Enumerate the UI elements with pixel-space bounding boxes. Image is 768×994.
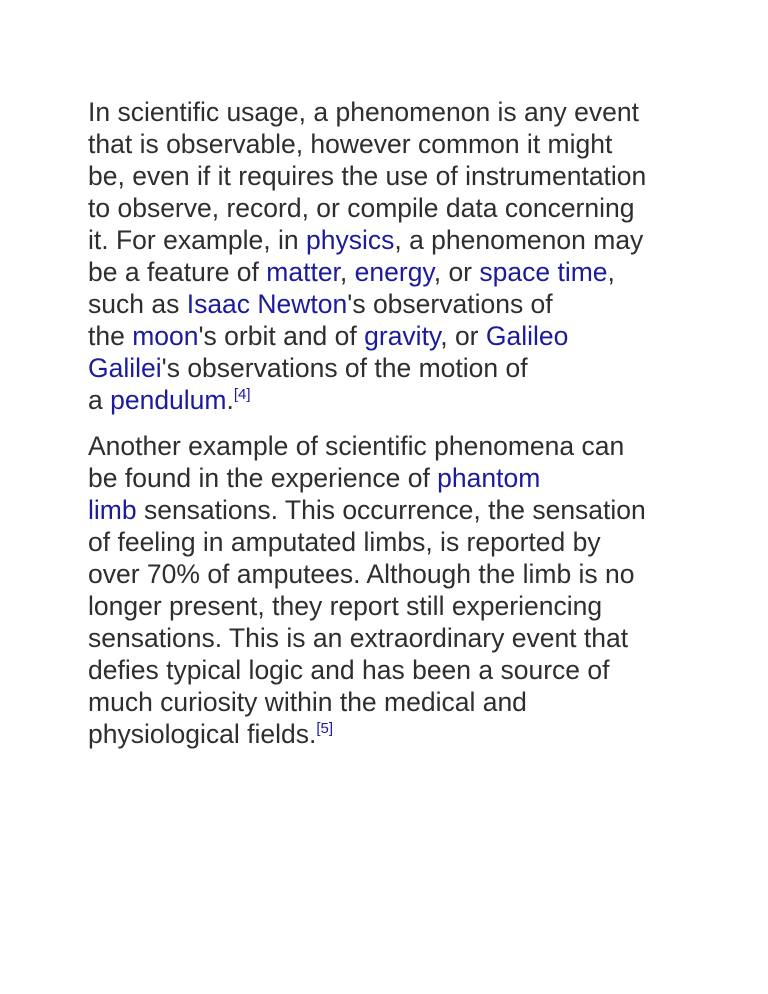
text-segment: Another example of scientific phenomena can xyxy=(88,431,625,461)
wiki-link-isaac-newton[interactable]: Isaac Newton xyxy=(186,289,348,319)
text-segment: , a phenomenon may xyxy=(394,225,644,255)
wiki-link-matter[interactable]: matter xyxy=(266,257,340,287)
text-segment: , xyxy=(339,257,355,287)
text-line xyxy=(88,288,708,320)
text-line xyxy=(88,320,708,352)
text-segment: , xyxy=(607,257,615,287)
text-segment: 's observations of xyxy=(347,289,553,319)
text-segment: the xyxy=(88,321,133,351)
citation-reference[interactable]: [4] xyxy=(233,386,251,403)
wiki-link-physics[interactable]: physics xyxy=(305,225,395,255)
wiki-link-galileo[interactable]: Galileo xyxy=(485,321,569,351)
text-segment: defies typical logic and has been a source of xyxy=(88,655,610,685)
text-line xyxy=(88,128,708,160)
text-segment: In scientific usage, a phenomenon is any event xyxy=(88,97,639,127)
wiki-link-energy[interactable]: energy xyxy=(354,257,434,287)
text-segment: a xyxy=(88,385,111,415)
wiki-link-space-time[interactable]: space time xyxy=(479,257,608,287)
text-line xyxy=(88,160,708,192)
text-line xyxy=(88,462,708,494)
text-segment: of feeling in amputated limbs, is reported by xyxy=(88,527,601,557)
text-segment: over 70% of amputees. Although the limb is no xyxy=(88,559,635,589)
wiki-link-gravity[interactable]: gravity xyxy=(364,321,441,351)
text-line xyxy=(88,558,708,590)
text-segment: much curiosity within the medical and xyxy=(88,687,527,717)
text-segment: , or xyxy=(433,257,480,287)
text-line xyxy=(88,192,708,224)
text-line xyxy=(88,352,708,384)
text-segment: that is observable, however common it might xyxy=(88,129,613,159)
text-line xyxy=(88,654,708,686)
citation-reference[interactable]: [5] xyxy=(316,720,334,737)
document-body xyxy=(88,96,708,750)
paragraph-1 xyxy=(88,96,708,416)
text-segment: sensations. This is an extraordinary event that xyxy=(88,623,629,653)
text-line xyxy=(88,622,708,654)
wiki-link-galilei[interactable]: Galilei xyxy=(88,353,162,383)
text-segment: , or xyxy=(440,321,486,351)
text-segment: physiological fields. xyxy=(88,719,317,749)
text-line xyxy=(88,224,708,256)
wiki-link-phantom[interactable]: phantom xyxy=(437,463,541,493)
text-segment: it. For example, in xyxy=(88,225,306,255)
text-segment: be a feature of xyxy=(88,257,267,287)
text-segment: longer present, they report still experiencing xyxy=(88,591,603,621)
text-line xyxy=(88,590,708,622)
text-line xyxy=(88,718,708,750)
wiki-link-moon[interactable]: moon xyxy=(132,321,199,351)
paragraph-2 xyxy=(88,430,708,750)
text-segment: to observe, record, or compile data concerning xyxy=(88,193,635,223)
text-segment: be found in the experience of xyxy=(88,463,438,493)
text-segment: such as xyxy=(88,289,187,319)
text-segment: . xyxy=(226,385,234,415)
text-segment: 's orbit and of xyxy=(198,321,365,351)
text-line xyxy=(88,256,708,288)
text-segment: sensations. This occurrence, the sensation xyxy=(136,495,646,525)
text-line xyxy=(88,526,708,558)
text-segment: 's observations of the motion of xyxy=(161,353,528,383)
wiki-link-limb[interactable]: limb xyxy=(88,495,137,525)
wiki-link-pendulum[interactable]: pendulum xyxy=(110,385,227,415)
text-line xyxy=(88,494,708,526)
text-line xyxy=(88,430,708,462)
text-line xyxy=(88,96,708,128)
text-line xyxy=(88,686,708,718)
text-segment: be, even if it requires the use of instrumentation xyxy=(88,161,647,191)
text-line xyxy=(88,384,708,416)
